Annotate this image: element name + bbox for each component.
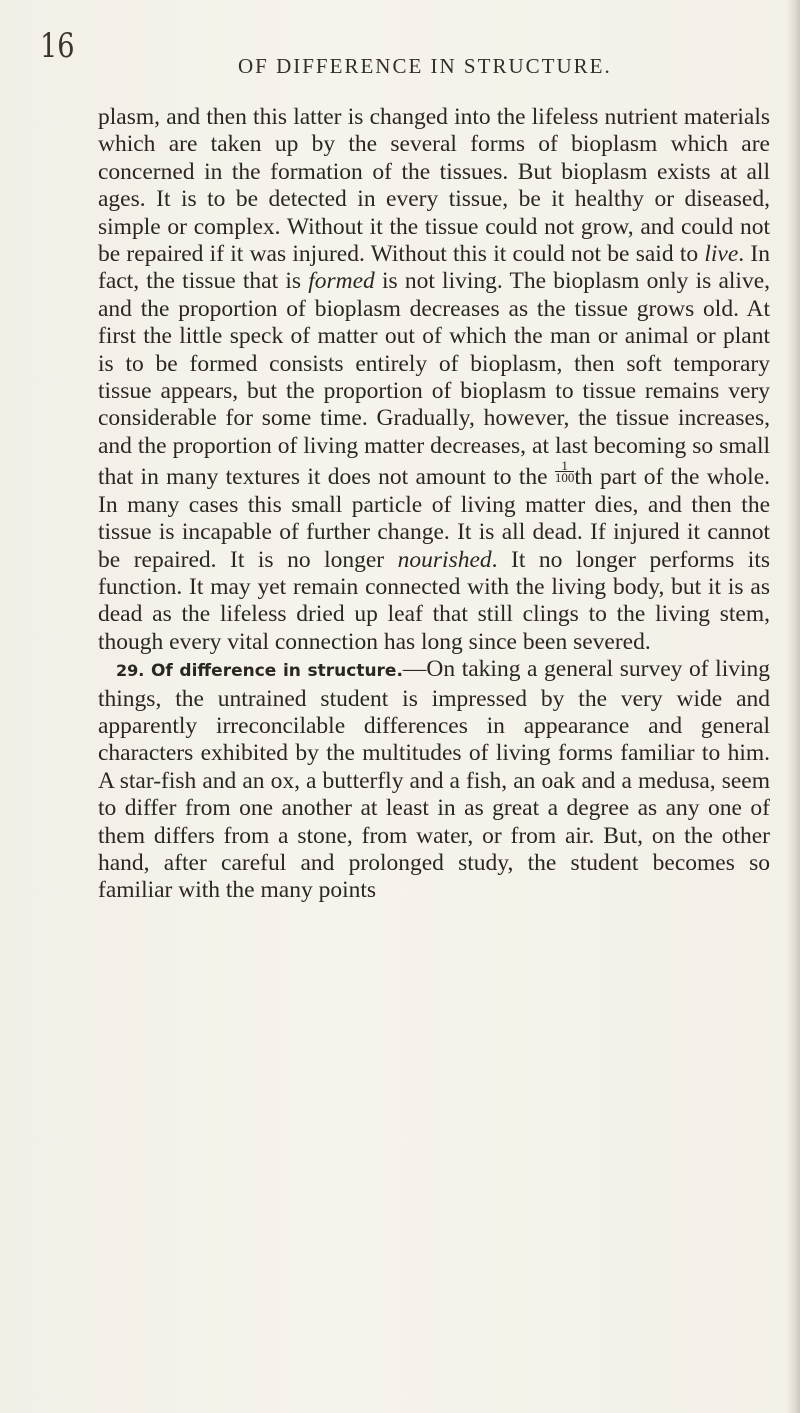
text-run: . In fact, the tissue that is xyxy=(98,241,770,295)
page-edge-shadow xyxy=(786,0,800,1413)
text-run: . It no longer performs its function. It may yet remain connected with the living body, but it is as dead as the lifeless dried up leaf that still clings to the living stem, though every vital connection has long since been severed. xyxy=(98,546,770,655)
page-header xyxy=(28,26,768,86)
italic-formed: formed xyxy=(308,268,375,295)
fraction-denominator: 100 xyxy=(554,470,575,486)
paragraph-bioplasm xyxy=(98,104,770,656)
text-run: is not living. The bioplasm only is alive, and the proportion of bioplasm decreases as the tissue grows old. At first the little speck of matter out of which the man or animal or plant is to be formed consists entirely of bioplasm, then soft temporary tissue appears, but the proportion of bioplasm to tissue remains very considerable for some time. Gradually, however, the tissue increases, and the proportion of living matter decreases, at last becoming so small that in many textures it does not amount to the xyxy=(98,268,770,491)
text-run: plasm, and then this latter is changed into the lifeless nutrient materials which are taken up by the several forms of bioplasm which are concerned in the formation of the tissues. But bioplasm exists at all ages. It is to be detected in every tissue, be it healthy or diseased, simple or complex. Without it the tissue could not grow, and could not be repaired if it was injured. Without this it could not be said to xyxy=(98,104,770,268)
fraction-numerator: 1 xyxy=(555,460,575,472)
body-text xyxy=(98,104,770,905)
running-head: OF DIFFERENCE IN STRUCTURE. xyxy=(238,54,612,78)
text-run: th part of the whole. In many cases this small particle of living matter dies, and then the tissue is incapable of further change. It is all dead. If injured it cannot be repaired. It is no longer xyxy=(98,464,771,573)
paragraph-difference-in-structure xyxy=(98,656,770,905)
section-heading: Of difference in structure. xyxy=(150,661,403,682)
text-run: —On taking a general survey of living things, the untrained student is impressed by the very wide and apparently irreconcilable differences in appearance and general characters exhibited by the multitudes of living forms familiar to him. A star-fish and an ox, a butterfly and a fish, an oak and a medusa, seem to differ from one another at least in as great a degree as any one of them differs from a stone, from water, or from air. But, on the other hand, after careful and prolonged study, the student becomes so familiar with the many points xyxy=(98,656,771,904)
fraction-one-hundredth xyxy=(554,458,575,486)
italic-nourished: nourished xyxy=(397,546,492,573)
page-number: 16 xyxy=(40,26,75,66)
section-number: 29. xyxy=(116,661,145,681)
italic-live: live xyxy=(704,241,739,268)
